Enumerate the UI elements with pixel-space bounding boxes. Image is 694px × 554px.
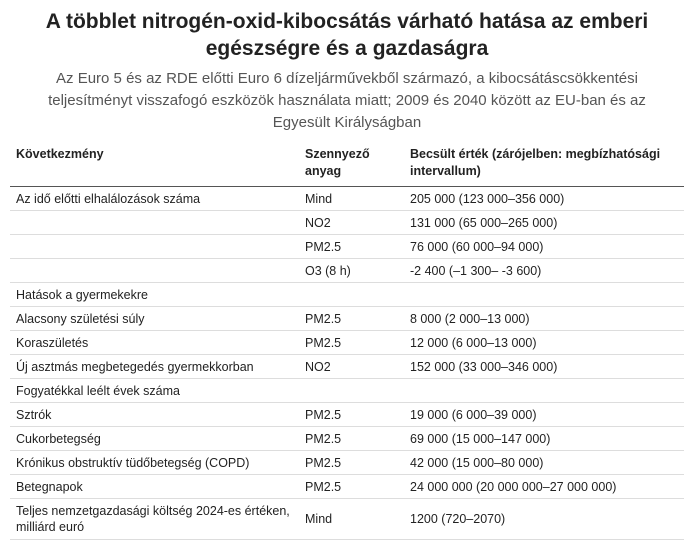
cell-consequence: Fogyatékkal leélt évek száma — [10, 379, 299, 403]
cell-pollutant — [299, 283, 404, 307]
cell-estimate: 42 000 (15 000–80 000) — [404, 451, 684, 475]
table-row — [10, 187, 684, 211]
cell-pollutant: O3 (8 h) — [299, 259, 404, 283]
cell-estimate: 8 000 (2 000–13 000) — [404, 307, 684, 331]
table-row — [10, 355, 684, 379]
cell-pollutant: NO2 — [299, 211, 404, 235]
column-header-consequence: Következmény — [10, 142, 299, 187]
table-row — [10, 331, 684, 355]
table-header-row — [10, 142, 684, 187]
cell-estimate: 205 000 (123 000–356 000) — [404, 187, 684, 211]
cell-consequence — [10, 235, 299, 259]
cell-pollutant: PM2.5 — [299, 403, 404, 427]
cell-estimate: 152 000 (33 000–346 000) — [404, 355, 684, 379]
cell-consequence: Koraszületés — [10, 331, 299, 355]
cell-estimate: 1200 (720–2070) — [404, 499, 684, 540]
cell-pollutant: Mind — [299, 499, 404, 540]
cell-consequence: Cukorbetegség — [10, 427, 299, 451]
cell-consequence: Betegnapok — [10, 475, 299, 499]
cell-estimate — [404, 283, 684, 307]
table-row — [10, 283, 684, 307]
cell-estimate: 76 000 (60 000–94 000) — [404, 235, 684, 259]
cell-estimate: 24 000 000 (20 000 000–27 000 000) — [404, 475, 684, 499]
cell-pollutant: PM2.5 — [299, 427, 404, 451]
table-row — [10, 451, 684, 475]
cell-consequence: Krónikus obstruktív tüdőbetegség (COPD) — [10, 451, 299, 475]
table-row — [10, 211, 684, 235]
table-row — [10, 499, 684, 540]
cell-pollutant: PM2.5 — [299, 475, 404, 499]
cell-estimate: -2 400 (–1 300– -3 600) — [404, 259, 684, 283]
cell-pollutant: PM2.5 — [299, 451, 404, 475]
cell-pollutant: PM2.5 — [299, 235, 404, 259]
table-row — [10, 307, 684, 331]
cell-estimate: 19 000 (6 000–39 000) — [404, 403, 684, 427]
cell-consequence — [10, 259, 299, 283]
cell-estimate: 12 000 (6 000–13 000) — [404, 331, 684, 355]
table-row — [10, 403, 684, 427]
table-row — [10, 427, 684, 451]
cell-pollutant: NO2 — [299, 355, 404, 379]
impact-table — [10, 142, 684, 540]
page-title: A többlet nitrogén-oxid-kibocsátás várható hatása az emberi egészségre és a gazdaságra — [45, 10, 649, 60]
cell-consequence — [10, 211, 299, 235]
cell-consequence: Alacsony születési súly — [10, 307, 299, 331]
cell-pollutant: PM2.5 — [299, 331, 404, 355]
table-row — [10, 379, 684, 403]
cell-estimate: 131 000 (65 000–265 000) — [404, 211, 684, 235]
cell-pollutant — [299, 379, 404, 403]
table-row — [10, 475, 684, 499]
table-row — [10, 259, 684, 283]
cell-pollutant: PM2.5 — [299, 307, 404, 331]
cell-pollutant: Mind — [299, 187, 404, 211]
cell-consequence: Teljes nemzetgazdasági költség 2024-es értéken, milliárd euró — [10, 499, 299, 540]
cell-estimate — [404, 379, 684, 403]
cell-consequence: Új asztmás megbetegedés gyermekkorban — [10, 355, 299, 379]
column-header-estimate: Becsült érték (zárójelben: megbízhatósági intervallum) — [404, 142, 684, 187]
cell-consequence: Sztrók — [10, 403, 299, 427]
page-subtitle: Az Euro 5 és az RDE előtti Euro 6 dízeljárművekből származó, a kibocsátáscsökkentési teljesítményt visszafogó eszközök használata miatt; 2009 és 2040 között az EU-ban és az Egyesült Királyságban — [48, 70, 646, 131]
column-header-pollutant: Szennyező anyag — [299, 142, 404, 187]
cell-estimate: 69 000 (15 000–147 000) — [404, 427, 684, 451]
table-row — [10, 235, 684, 259]
cell-consequence: Az idő előtti elhalálozások száma — [10, 187, 299, 211]
cell-consequence: Hatások a gyermekekre — [10, 283, 299, 307]
